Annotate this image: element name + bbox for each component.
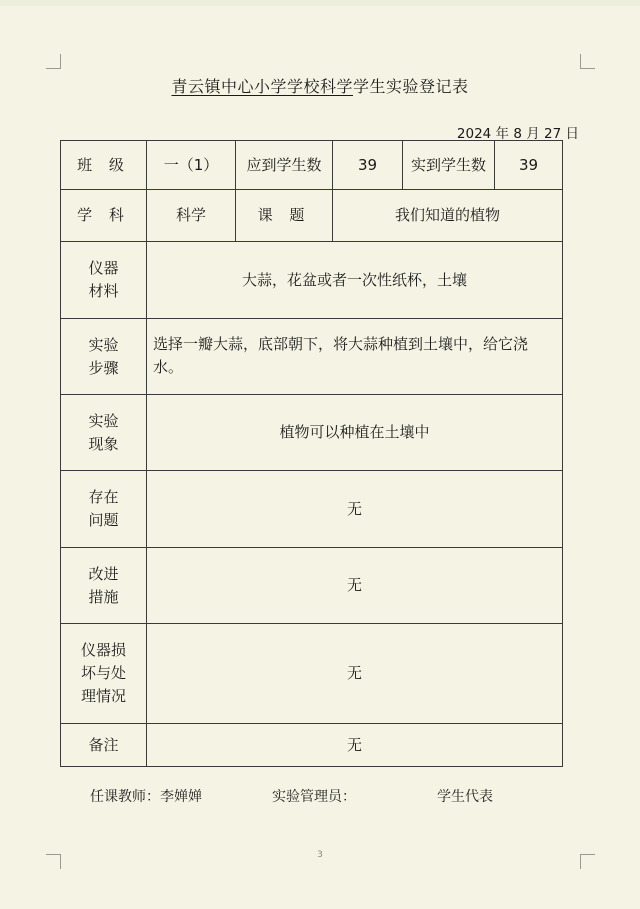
experiment-register-table [60, 140, 563, 767]
row-improvements [61, 548, 563, 624]
document-title [0, 74, 640, 97]
actual-students-value: 39 [495, 141, 563, 190]
steps-label-line1: 实验 [88, 335, 119, 354]
damage-label-line1: 仪器损 [80, 641, 126, 659]
damage-label [61, 624, 147, 724]
improvements-label [61, 548, 147, 624]
remarks-label: 备注 [61, 724, 147, 767]
problems-label-line1: 存在 [88, 488, 119, 506]
equipment-label-line1: 仪器 [88, 259, 119, 277]
expected-students-label: 应到学生数 [236, 141, 333, 190]
steps-label [61, 319, 147, 395]
row-equipment [61, 242, 563, 319]
row-damage [61, 624, 563, 724]
row-problems [61, 471, 563, 548]
steps-value: 选择一瓣大蒜，底部朝下，将大蒜种植到土壤中，给它浇水。 [147, 319, 563, 395]
improvements-label-line2: 措施 [88, 587, 119, 606]
crop-mark-top-right [580, 54, 595, 69]
title-form-name: 学生实验登记表 [353, 77, 469, 96]
form-date: 2024 年 8 月 27 日 [456, 126, 579, 142]
footer-lab-manager: 实验管理员： [272, 789, 356, 805]
phenomenon-label-line2: 现象 [88, 434, 119, 453]
improvements-label-line1: 改进 [88, 564, 119, 583]
topic-label: 课 题 [236, 190, 333, 242]
improvements-value: 无 [147, 548, 563, 624]
damage-label-line3: 理情况 [80, 687, 126, 705]
footer-teacher: 任课教师：李婵婵 [90, 789, 202, 805]
class-label: 班 级 [61, 141, 147, 190]
equipment-label [61, 242, 147, 319]
title-school: 青云镇中心小学学校 [171, 77, 320, 96]
row-class-info [61, 141, 563, 190]
title-subject: 科学 [319, 77, 353, 96]
actual-students-label: 实到学生数 [403, 141, 495, 190]
phenomenon-value: 植物可以种植在土壤中 [147, 395, 563, 471]
remarks-value: 无 [147, 724, 563, 767]
page-number: 3 [317, 850, 323, 860]
problems-label-line2: 问题 [88, 511, 119, 529]
row-subject-topic [61, 190, 563, 242]
crop-mark-top-left [46, 54, 61, 69]
subject-value: 科学 [147, 190, 236, 242]
problems-label [61, 471, 147, 548]
top-band [0, 0, 640, 6]
row-phenomenon [61, 395, 563, 471]
damage-value: 无 [147, 624, 563, 724]
row-remarks [61, 724, 563, 767]
phenomenon-label [61, 395, 147, 471]
class-value: 一（1） [147, 141, 236, 190]
equipment-value: 大蒜，花盆或者一次性纸杯，土壤 [147, 242, 563, 319]
damage-label-line2: 坏与处 [80, 664, 126, 682]
topic-value: 我们知道的植物 [333, 190, 563, 242]
subject-label: 学 科 [61, 190, 147, 242]
problems-value: 无 [147, 471, 563, 548]
equipment-label-line2: 材料 [88, 282, 119, 300]
expected-students-value: 39 [333, 141, 403, 190]
phenomenon-label-line1: 实验 [88, 411, 119, 430]
footer-student-rep: 学生代表 [437, 789, 493, 805]
row-steps [61, 319, 563, 395]
steps-label-line2: 步骤 [88, 358, 119, 377]
